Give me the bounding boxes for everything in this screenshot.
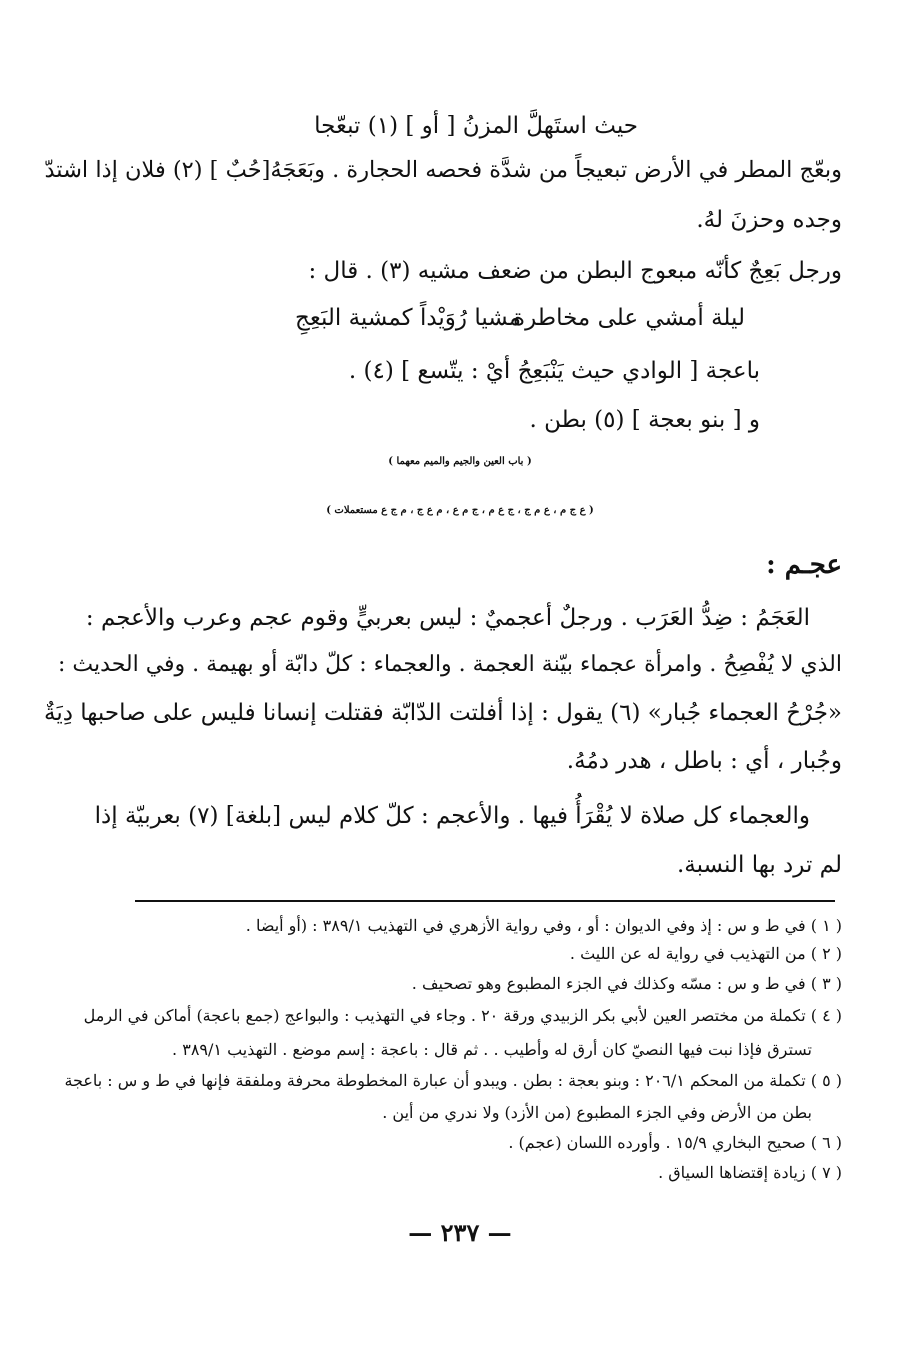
- footnote: ( ١ ) في ط و س : إذ وفي الديوان : أو ، وفي رواية الأزهري في التهذيب ٣٨٩/١ : (أو أيضا .: [245, 916, 842, 935]
- footnote: ( ٤ ) تكملة من مختصر العين لأبي بكر الزبيدي ورقة ٢٠ . وجاء في التهذيب : والبواعج (جمع باعجة) أماكن في الرمل: [83, 1006, 842, 1025]
- text-line: «جُرْحُ العجماء جُبار» (٦) يقول : إذا أفلتت الدّابّة فقتلت إنسانا فليس على صاحبها دِيَةٌ: [44, 700, 842, 726]
- text-line: والعجماء كل صلاة لا يُقْرَأُ فيها . والأعجم : كلّ كلام ليس [بلغة] (٧) بعربيّة إذا: [94, 803, 810, 829]
- footnote-divider: [135, 900, 835, 902]
- text-line: ورجل بَعِجٌ كأنّه مبعوج البطن من ضعف مشيه (٣) . قال :: [308, 258, 842, 284]
- footnote: ( ٧ ) زيادة إقتضاها السياق .: [658, 1163, 842, 1182]
- text-line: العَجَمُ : ضِدُّ العَرَب . ورجلٌ أعجميٌ : ليس بعربيٍّ وقوم عجم وعرب والأعجم :: [85, 605, 810, 631]
- verse-hemistich-left: مشيا رُوَيْداً كمشية البَعِجِ: [295, 305, 522, 331]
- footnote-continuation: بطن من الأرض وفي الجزء المطبوع (من الأزد) ولا ندري من أين .: [382, 1103, 812, 1122]
- text-line: لم ترد بها النسبة.: [676, 852, 842, 878]
- text-line: وجُبار ، أي : باطل ، هدر دمُهُ.: [566, 748, 842, 774]
- text-line: و [ بنو بعجة ] (٥) بطن .: [529, 407, 760, 433]
- text-line: وجده وحزنَ لهُ.: [696, 207, 842, 233]
- chapter-heading: ( باب العين والجيم والميم معهما ): [388, 456, 532, 467]
- verse-top: حيث استَهلَّ المزنُ [ أو ] (١) تبعّجا: [314, 113, 638, 139]
- footnote: ( ٣ ) في ط و س : مسّه وكذلك في الجزء المطبوع وهو تصحيف .: [411, 974, 842, 993]
- entry-heading: عجـم :: [766, 550, 842, 580]
- page-number: — ٢٣٧ —: [408, 1218, 512, 1247]
- text-line: وبعّج المطر في الأرض تبعيجاً من شدَّة فحصه الحجارة . وبَعَجَهُ[حُبٌ ] (٢) فلان إذا اشتدّ: [44, 157, 842, 183]
- text-line: الذي لا يُفْصِحُ . وامرأة عجماء بيّنة العجمة . والعجماء : كلّ دابّة أو بهيمة . وفي الحديث :: [58, 652, 842, 677]
- footnote: ( ٦ ) صحيح البخاري ١٥/٩ . وأورده اللسان (عجم) .: [508, 1133, 842, 1152]
- footnote-continuation: تسترق فإذا نبت فيها النصيّ كان أرق له وأطيب . . ثم قال : باعجة : إسم موضع . التهذيب ٣٨٩/١ .: [172, 1040, 812, 1059]
- text-line: باعجة [ الوادي حيث يَنْبَعِجُ أيْ : يتّسع ] (٤) .: [348, 358, 760, 384]
- footnote: ( ٢ ) من التهذيب في رواية له عن الليث .: [569, 944, 842, 963]
- verse-hemistich-right: ليلة أمشي على مخاطرة: [513, 305, 745, 331]
- footnote: ( ٥ ) تكملة من المحكم ٢٠٦/١ : وبنو بعجة : بطن . ويبدو أن عبارة المخطوطة محرفة وملفقة فإنها في ط و س : باعجة: [64, 1071, 842, 1090]
- root-combinations-heading: ( ع ج م ، ع م ج ، ج ع م ، ج م ع ، م ع ج ، م ج ع مستعملات ): [326, 505, 594, 516]
